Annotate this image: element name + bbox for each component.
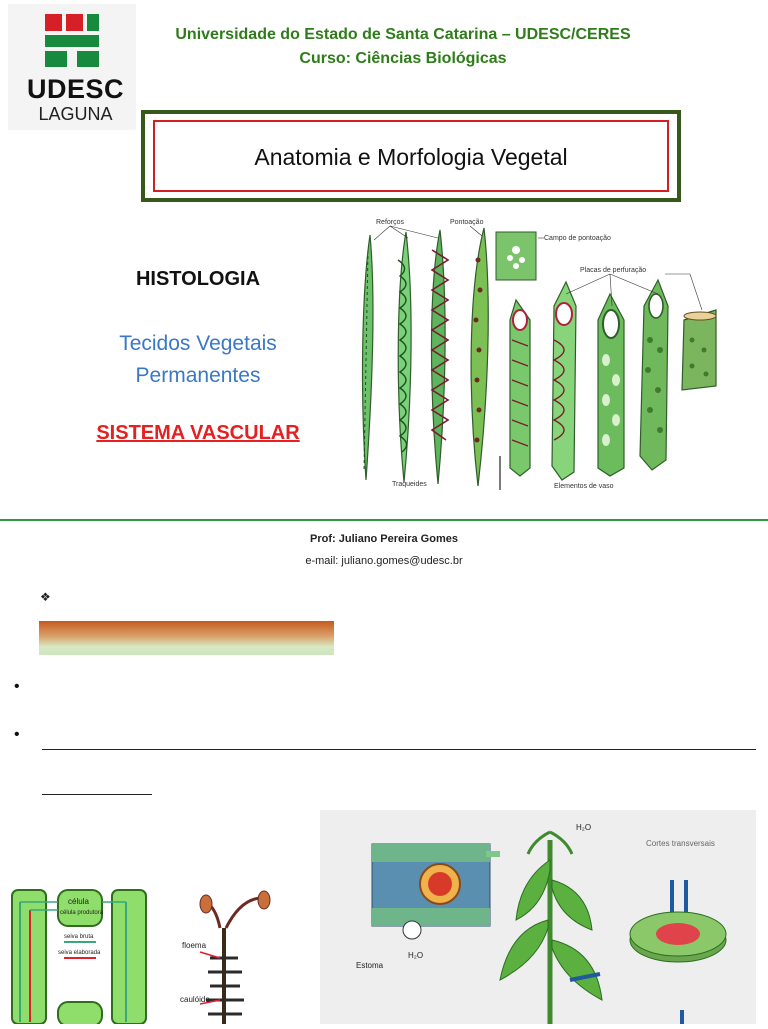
diamond-bullet-icon: ❖ [40, 590, 51, 604]
bullet-2: • [14, 726, 20, 743]
plant-water-transport-figure [320, 810, 756, 1024]
label-cortes: Cortes transversais [646, 839, 715, 848]
vessel-element-4 [640, 280, 668, 470]
section-heading: HISTOLOGIA [135, 268, 261, 290]
label-reforcos: Reforços [376, 219, 405, 226]
moss-plant-svg [180, 888, 290, 1024]
bullet-1: • [14, 678, 20, 695]
cell-diagram-svg [8, 884, 158, 1024]
label-traqueides: Traqueides [392, 481, 427, 488]
vessel-element-5 [682, 310, 716, 390]
tracheid-4 [471, 228, 488, 486]
tracheid-3 [432, 230, 449, 484]
professor-name: Prof: Juliano Pereira Gomes [310, 533, 458, 545]
topic-text: SISTEMA VASCULAR [96, 422, 300, 444]
subtitle-line-2: Permanentes [135, 364, 261, 387]
course-name: Curso: Ciências Biológicas [299, 50, 507, 67]
vessel-element-1 [510, 300, 530, 476]
logo-text: UDESC [26, 74, 124, 104]
subtitle-line-1: Tecidos Vegetais [119, 332, 277, 355]
separator-line [0, 519, 768, 521]
label-h2o-bottom: H₂O [408, 951, 424, 960]
label-campo: Campo de pontoação [544, 235, 611, 242]
vessel-element-3 [598, 294, 624, 476]
logo-campus: LAGUNA [38, 104, 113, 124]
label-seiva-bruta: seiva bruta [64, 934, 94, 940]
pit-field-box [496, 232, 536, 280]
tracheid-2 [398, 232, 411, 482]
label-floema: floema [182, 941, 207, 950]
professor-email: e-mail: juliano.gomes@udesc.br [305, 555, 463, 567]
plant-water-svg [320, 810, 756, 1024]
gradient-banner [39, 621, 334, 655]
page-title: Anatomia e Morfologia Vegetal [254, 144, 568, 170]
label-placas: Placas de perfuração [580, 267, 647, 274]
vessel-element-2 [552, 282, 576, 480]
label-h2o-top: H₂O [576, 823, 592, 832]
title-box [141, 110, 681, 202]
university-name: Universidade do Estado de Santa Catarina – UDESC/CERES [175, 26, 631, 43]
tracheid-1 [363, 235, 373, 480]
udesc-emblem-icon [8, 4, 136, 74]
cell-transport-diagram [8, 884, 158, 1024]
label-celula-produtora: célula produtora [60, 910, 104, 916]
xylem-drawing [340, 210, 740, 500]
label-celula-1: célula [68, 897, 89, 906]
title-inner-frame [153, 120, 669, 192]
label-cauloide: caulóide [180, 995, 210, 1004]
label-elementos: Elementos de vaso [554, 483, 614, 490]
section-subtitle [80, 328, 316, 392]
moss-plant-diagram [180, 888, 290, 1024]
udesc-logo [8, 4, 136, 130]
topic-heading [80, 422, 316, 445]
xylem-illustration [340, 210, 740, 500]
label-estoma: Estoma [356, 961, 384, 970]
underline-2 [42, 794, 152, 795]
label-pontoacao: Pontoação [450, 219, 484, 226]
label-seiva-elaborada: seiva elaborada [58, 950, 101, 956]
underline-1 [42, 749, 756, 750]
